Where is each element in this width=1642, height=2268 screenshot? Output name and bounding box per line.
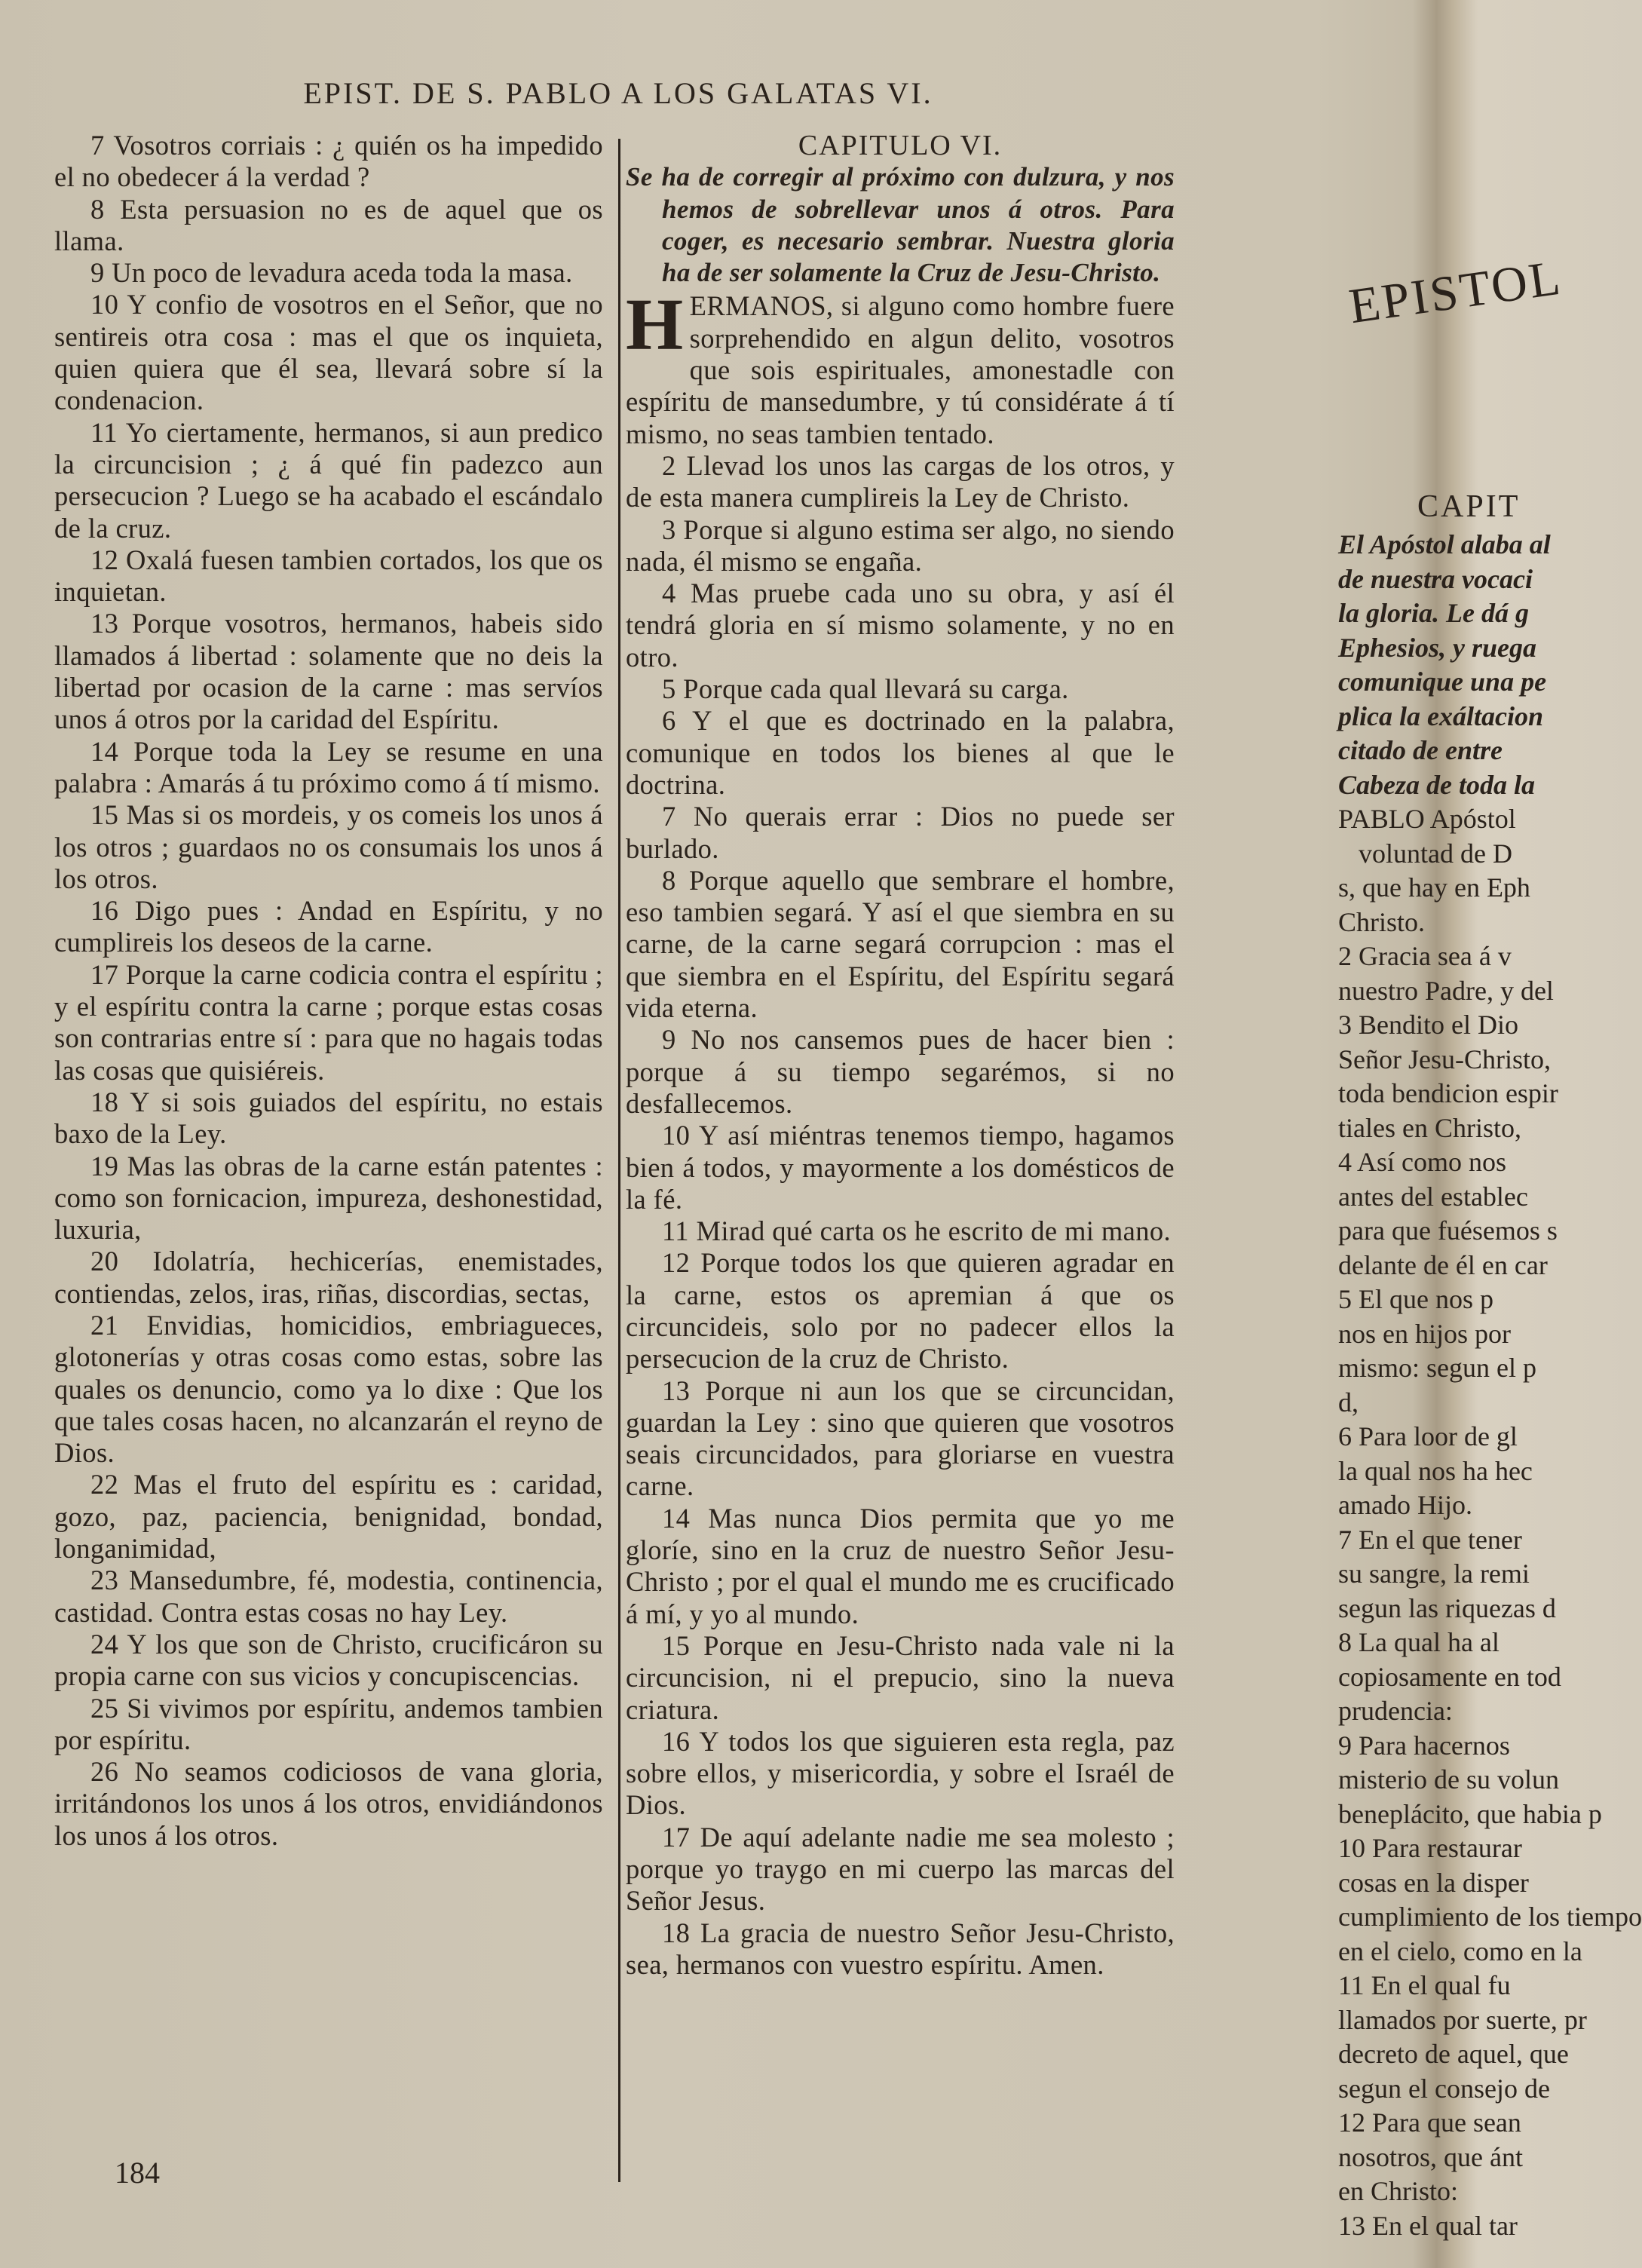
facing-body-line: Christo. [1338, 906, 1426, 937]
facing-body-line: delante de él en car [1338, 1249, 1548, 1280]
facing-body-line: mismo: segun el p [1338, 1353, 1536, 1383]
facing-body-line: nos en hijos por [1338, 1318, 1511, 1349]
facing-body-line: llamados por suerte, pr [1338, 2004, 1587, 2035]
facing-summary-line: citado de entre [1338, 735, 1503, 765]
facing-body-line: 6 Para loor de gl [1338, 1421, 1518, 1451]
facing-body-line: beneplácito, que habia p [1338, 1798, 1602, 1829]
facing-body-line: segun el consejo de [1338, 2073, 1550, 2104]
verse: 17 Porque la carne codicia contra el espíritu ; y el espíritu contra la carne ; porque estas cosas son contrarias entre sí : para que no hagais todas las cosas que quisiéreis. [54, 958, 603, 1086]
verse: 19 Mas las obras de la carne están patentes : como son fornicacion, impureza, deshonestidad, luxuria, [54, 1150, 603, 1246]
facing-body-line: 10 Para restaurar [1338, 1833, 1522, 1863]
verse: 18 La gracia de nuestro Señor Jesu-Christo, sea, hermanos con vuestro espíritu. Amen. [626, 1917, 1175, 1980]
chapter-title: CAPITULO VI. [798, 130, 1003, 161]
verse: 4 Mas pruebe cada uno su obra, y así él tendrá gloria en sí mismo solamente, y no en otro. [626, 578, 1175, 673]
facing-body-line: cumplimiento de los tiempo [1338, 1902, 1642, 1932]
verse: 21 Envidias, homicidios, embriagueces, glotonerías y otras cosas como estas, sobre las quales os denuncio, como ya lo dixe : Que los que tales cosas hacen, no alcanzarán el reyno de Dios. [54, 1309, 603, 1469]
verse: 9 Un poco de levadura aceda toda la masa. [90, 257, 573, 289]
facing-body-line: tiales en Christo, [1338, 1112, 1521, 1143]
verse: 16 Digo pues : Andad en Espíritu, y no cumplireis los deseos de la carne. [54, 895, 603, 958]
verse: 13 Porque vosotros, hermanos, habeis sido llamados á libertad : solamente que no deis la libertad por ocasion de la carne : mas servíos unos á otros por la caridad del Espíritu. [54, 608, 603, 735]
facing-body-line: decreto de aquel, que [1338, 2039, 1569, 2069]
facing-page-text [1338, 528, 1642, 2243]
column-divider [618, 139, 620, 2182]
verse: 25 Si vivimos por espíritu, andemos tambien por espíritu. [54, 1692, 603, 1755]
verse: 10 Y así miéntras tenemos tiempo, hagamos bien á todos, y mayormente a los domésticos de la fé. [626, 1120, 1175, 1215]
chapter-summary: Se ha de corregir al próximo con dulzura, y nos hemos de sobrellevar unos á otros. Para coger, es necesario sembrar. Nuestra gloria ha de ser solamente la Cruz de Jesu-Christo. [626, 162, 1175, 288]
first-verse [626, 284, 1175, 449]
verse: 15 Porque en Jesu-Christo nada vale ni la circuncision, ni el prepucio, sino la nueva criatura. [626, 1629, 1175, 1725]
facing-body-line: 9 Para hacernos [1338, 1730, 1510, 1761]
verse: 11 Mirad qué carta os he escrito de mi mano. [662, 1215, 1172, 1247]
facing-body-line: 13 En el qual tar [1338, 2210, 1518, 2241]
facing-body-line: amado Hijo. [1338, 1490, 1472, 1520]
verse: 16 Y todos los que siguieren esta regla, paz sobre ellos, y misericordia, y sobre el Israél de Dios. [626, 1725, 1175, 1821]
facing-body-line: en Christo: [1338, 2176, 1458, 2206]
verse: 12 Oxalá fuesen tambien cortados, los que os inquietan. [54, 544, 603, 608]
facing-body-line: 11 En el qual fu [1338, 1970, 1511, 2000]
facing-summary-line: comunique una pe [1338, 667, 1547, 697]
verse: 14 Porque toda la Ley se resume en una palabra : Amarás á tu próximo como á tí mismo. [54, 735, 603, 798]
facing-body-line: antes del establec [1338, 1181, 1528, 1212]
facing-body-line: 3 Bendito el Dio [1338, 1010, 1518, 1040]
facing-summary-line: plica la exáltacion [1338, 700, 1543, 731]
verse: 18 Y si sois guiados del espíritu, no estais baxo de la Ley. [54, 1086, 603, 1150]
verse: 3 Porque si alguno estima ser algo, no siendo nada, él mismo se engaña. [626, 513, 1175, 577]
verse: 13 Porque ni aun los que se circuncidan, guardan la Ley : sino que quieren que vosotros seais circuncidados, para gloriarse en vuestra carne. [626, 1375, 1175, 1502]
facing-page-title: EPISTOL [1346, 250, 1566, 335]
facing-body-line: voluntad de D [1338, 838, 1512, 869]
verse: 20 Idolatría, hechicerías, enemistades, contiendas, zelos, iras, riñas, discordias, sectas, [54, 1246, 603, 1309]
facing-body-line: d, [1338, 1387, 1359, 1418]
facing-body-line: su sangre, la remi [1338, 1558, 1530, 1589]
facing-chapter-title: CAPIT [1417, 489, 1521, 524]
facing-body-line: cosas en la disper [1338, 1867, 1529, 1898]
facing-body-line: 2 Gracia sea á v [1338, 941, 1512, 971]
verse: 8 Porque aquello que sembrare el hombre, eso tambien segará. Y así el que siembra en su carne, de la carne segará corrupcion : mas el que siembra en el Espíritu, del Espíritu segará vida eterna. [626, 864, 1175, 1024]
facing-summary-line: Cabeza de toda la [1338, 769, 1535, 800]
facing-body-line: en el cielo, como en la [1338, 1935, 1582, 1966]
verse: 9 No nos cansemos pues de hacer bien : porque á su tiempo segarémos, si no desfallecemos. [626, 1024, 1175, 1119]
facing-body-line: Señor Jesu-Christo, [1338, 1044, 1551, 1074]
facing-body-line: 8 La qual ha al [1338, 1627, 1500, 1657]
facing-summary-line: El Apóstol alaba al [1338, 529, 1551, 559]
facing-page [1331, 0, 1642, 2268]
verse: 12 Porque todos los que quieren agradar en la carne, estos os apremian á que os circuncideis, solo por no padecer ellos la persecucion de la cruz de Christo. [626, 1247, 1175, 1375]
facing-summary-line: de nuestra vocaci [1338, 563, 1533, 594]
facing-summary-line: Ephesios, y ruega [1338, 632, 1537, 663]
facing-body-line: 5 El que nos p [1338, 1284, 1493, 1314]
verse: 6 Y el que es doctrinado en la palabra, comunique en todos los bienes al que le doctrina. [626, 705, 1175, 800]
verse: 15 Mas si os mordeis, y os comeis los unos á los otros ; guardaos no os consumais los unos á los otros. [54, 799, 603, 894]
verse: 11 Yo ciertamente, hermanos, si aun predico la circuncision ; ¿ á qué fin padezco aun persecucion ? Luego se ha acabado el escándalo de la cruz. [54, 416, 603, 544]
facing-body-line: 7 En el que tener [1338, 1524, 1522, 1555]
facing-body-line: misterio de su volun [1338, 1764, 1559, 1794]
verse: 14 Mas nunca Dios permita que yo me gloríe, sino en la cruz de nuestro Señor Jesu-Christo ; por el qual el mundo me es crucificado á mí, y yo al mundo. [626, 1502, 1175, 1629]
verse: 7 Vosotros corriais : ¿ quién os ha impedido el no obedecer á la verdad ? [54, 130, 603, 193]
first-verse-text: ERMANOS, si alguno como hombre fuere sorprehendido en algun delito, vosotros que sois espirituales, amonestadle con espíritu de mansedumbre, y tú considérate á tí mismo, no seas tambien tentado. [626, 290, 1175, 449]
facing-body-line: segun las riquezas d [1338, 1592, 1556, 1623]
right-column [626, 130, 1175, 1981]
facing-body-line: nuestro Padre, y del [1338, 975, 1554, 1006]
facing-body-line: 12 Para que sean [1338, 2107, 1521, 2138]
verse: 22 Mas el fruto del espíritu es : caridad, gozo, paz, paciencia, benignidad, bondad, longanimidad, [54, 1469, 603, 1565]
facing-body-line: toda bendicion espir [1338, 1078, 1558, 1108]
facing-body-line: nosotros, que ánt [1338, 2141, 1523, 2172]
verse: 26 No seamos codiciosos de vana gloria, irritándonos los unos á los otros, envidiándonos los unos á los otros. [54, 1756, 603, 1851]
verse: 5 Porque cada qual llevará su carga. [662, 673, 1069, 705]
verse: 23 Mansedumbre, fé, modestia, continencia, castidad. Contra estas cosas no hay Ley. [54, 1565, 603, 1628]
facing-body-line: s, que hay en Eph [1338, 872, 1530, 903]
facing-summary-line: la gloria. Le dá g [1338, 598, 1529, 628]
facing-body-line: para que fuésemos s [1338, 1215, 1558, 1246]
drop-cap: H [626, 284, 684, 366]
left-column [54, 130, 603, 1852]
page-number: 184 [115, 2156, 160, 2190]
running-header: EPIST. DE S. PABLO A LOS GALATAS VI. [303, 76, 933, 110]
facing-body-line: prudencia: [1338, 1696, 1453, 1726]
verse: 8 Esta persuasion no es de aquel que os llama. [54, 193, 603, 256]
right-verses [626, 450, 1175, 1981]
verse: 10 Y confio de vosotros en el Señor, que no sentireis otra cosa : mas el que os inquieta, quien quiera que él sea, llevará sobre sí la condenacion. [54, 289, 603, 416]
facing-body-line: PABLO Apóstol [1338, 804, 1516, 834]
facing-body-line: 4 Así como nos [1338, 1147, 1507, 1177]
facing-body-line: la qual nos ha hec [1338, 1455, 1533, 1486]
verse: 17 De aquí adelante nadie me sea molesto ; porque yo traygo en mi cuerpo las marcas del Señor Jesus. [626, 1821, 1175, 1917]
facing-body-line: copiosamente en tod [1338, 1661, 1561, 1692]
verse: 7 No querais errar : Dios no puede ser burlado. [626, 801, 1175, 864]
verse: 2 Llevad los unos las cargas de los otros, y de esta manera cumplireis la Ley de Christo. [626, 449, 1175, 513]
verse: 24 Y los que son de Christo, crucificáron su propia carne con sus vicios y concupiscencias. [54, 1628, 603, 1692]
